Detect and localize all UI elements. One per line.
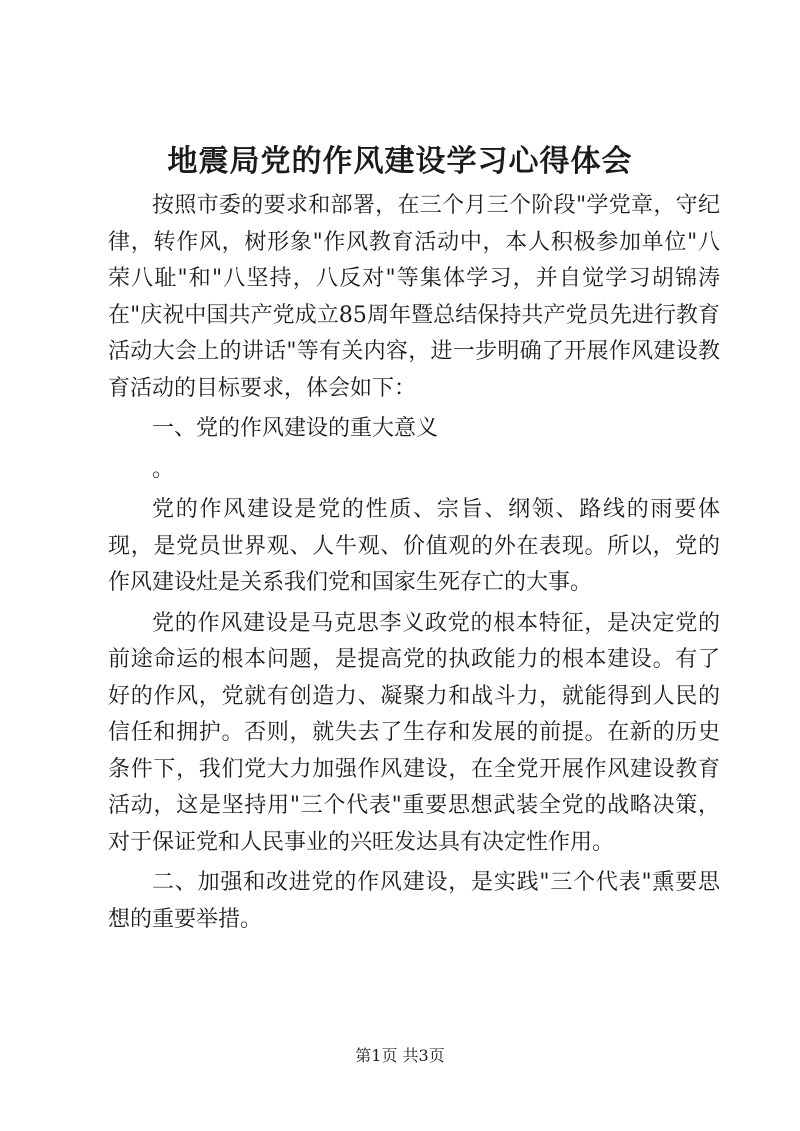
section-heading-2: 二、加强和改进党的作风建设，是实践"三个代表"熏要思想的重要举措。: [108, 870, 720, 932]
section-heading-1: 一、党的作风建设的重大意义: [152, 416, 439, 441]
document-title: 地震局党的作风建设学习心得体会: [167, 144, 633, 179]
document-body: [108, 188, 720, 938]
paragraph-significance: 党的作风建设是党的性质、宗旨、纲领、路线的雨要体现，是党员世界观、人牛观、价值观的外在表现。所以，党的作风建设灶是关系我们党和国家生死存亡的大事。: [108, 497, 720, 595]
paragraph-stray-mark: 。: [152, 456, 175, 482]
paragraph-fundamental-trait: 党的作风建设是马克思李义政党的根本特征，是决定党的前途命运的根本问题，是提高党的执政能力的根本建设。有了好的作风，党就有创造力、凝聚力和战斗力，就能得到人民的信任和拥护。否则，就失去了生存和发展的前提。在新的历史条件下，我们党大力加强作风建设，在全党开展作风建设教育活动，这是坚持用"三个代表"重要思想武装全党的战略决策，对于保证党和人民事业的兴旺发达具有决定性作用。: [108, 610, 720, 855]
page-number-footer: 第1页 共3页: [355, 1046, 445, 1065]
paragraph-intro: 按照市委的要求和部署，在三个月三个阶段"学党章，守纪律，转作风，树形象"作风教育活动中，本人积极参加单位"八荣八耻"和"八坚持，八反对"等集体学习，并自觉学习胡锦涛在"庆祝中国共产党成立85周年暨总结保持共产党员先进行教育活动大会上的讲话"等有关内容，进一步明确了开展作风建设教育活动的目标要求，体会如下：: [108, 193, 720, 401]
